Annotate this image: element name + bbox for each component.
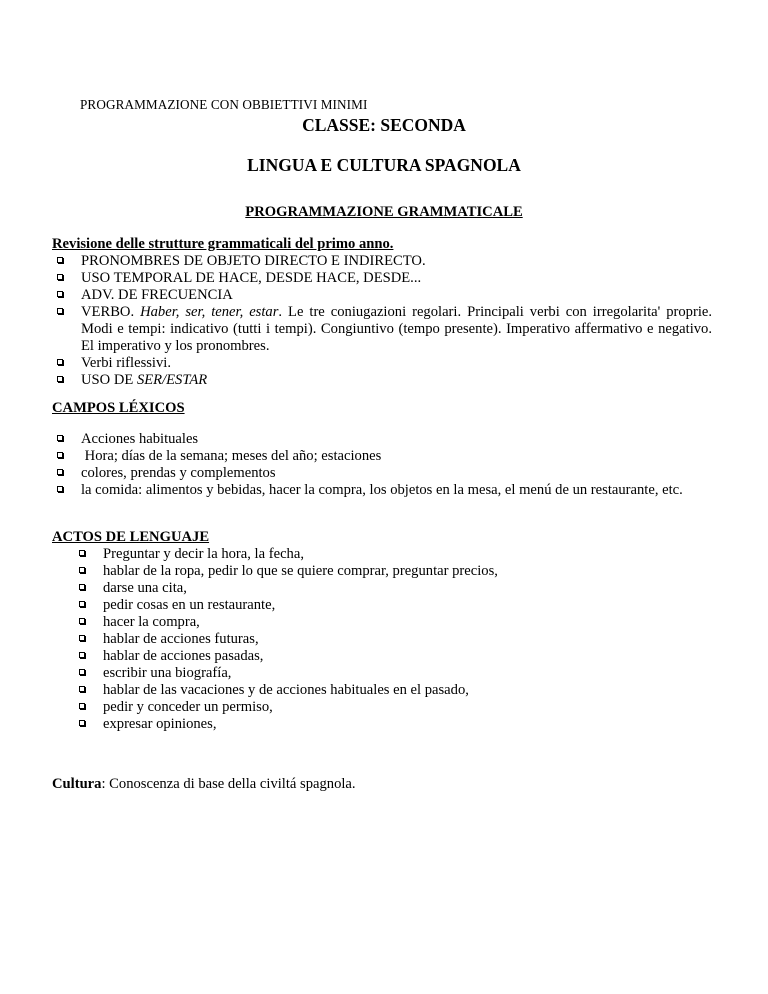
program-line [0,96,768,113]
checkbox-bullet-icon [79,584,85,590]
list-item-text: pedir y conceder un permiso, [103,699,273,715]
list-item [52,372,712,389]
checkbox-bullet-icon [57,376,63,382]
checkbox-bullet-icon [57,257,63,263]
list-item [79,665,719,682]
checkbox-bullet-icon [79,635,85,641]
list-item-text: hablar de acciones pasadas, [103,648,264,664]
list-item [79,563,719,580]
cultura-line [52,776,356,793]
list-item-text: hacer la compra, [103,614,200,630]
program-line-text: PROGRAMMAZIONE CON OBBIETTIVI MINIMI [80,97,368,112]
checkbox-bullet-icon [79,618,85,624]
checkbox-bullet-icon [79,601,85,607]
cultura-label: Cultura [52,776,102,792]
list-item-verbo [52,304,712,355]
checkbox-bullet-icon [79,703,85,709]
checkbox-bullet-icon [57,308,63,314]
checkbox-bullet-icon [79,652,85,658]
list-item-text: PRONOMBRES DE OBJETO DIRECTO E INDIRECTO. [81,253,426,269]
checkbox-bullet-icon [57,486,63,492]
list-item-text: la comida: alimentos y bebidas, hacer la compra, los objetos en la mesa, el menú de un restaurante, etc. [81,482,683,498]
list-item [79,614,719,631]
verbo-rest: . Le tre coniugazioni regolari. Principali verbi con irregolarita' proprie. Modi e tempi: indicativo (tutti i tempi). Congiuntivo (tempo presente). Imperativo affermativo e negativo. El imperativo y los pronombres. [81,304,713,354]
list-item-text: pedir cosas en un restaurante, [103,597,276,613]
grammar-list [52,253,712,389]
grammar-revision-heading: Revisione delle strutture grammaticali del primo anno. [52,236,394,252]
checkbox-bullet-icon [57,452,63,458]
list-item [79,682,719,699]
campos-lexicos-heading: CAMPOS LÉXICOS [52,400,185,416]
checkbox-bullet-icon [79,669,85,675]
grammar-program-title-text: PROGRAMMAZIONE GRAMMATICALE [245,204,523,220]
list-item-text: Preguntar y decir la hora, la fecha, [103,546,304,562]
actos-lenguaje-heading: ACTOS DE LENGUAJE [52,529,210,545]
verbo-prefix: VERBO. [81,304,141,320]
list-item [52,431,712,448]
list-item-text: Verbi riflessivi. [81,355,171,371]
campos-list [52,431,712,499]
list-item-text: hablar de las vacaciones y de acciones habituales en el pasado, [103,682,469,698]
list-item [52,465,712,482]
list-item [52,355,712,372]
subject-title: LINGUA E CULTURA SPAGNOLA [247,155,521,175]
list-item [52,270,712,287]
list-item [79,716,719,733]
list-item [79,699,719,716]
list-item-text: darse una cita, [103,580,187,596]
list-item [79,580,719,597]
list-item [52,253,712,270]
checkbox-bullet-icon [57,435,63,441]
checkbox-bullet-icon [79,686,85,692]
list-item [79,648,719,665]
ser-estar-italic: SER/ESTAR [136,372,208,388]
list-item [79,631,719,648]
list-item-text: hablar de acciones futuras, [103,631,259,647]
list-item-text: USO TEMPORAL DE HACE, DESDE HACE, DESDE... [81,270,422,286]
list-item [79,597,719,614]
list-item [52,287,712,304]
checkbox-bullet-icon [57,274,63,280]
list-item [79,546,719,563]
actos-list [79,546,719,733]
list-item [52,448,712,465]
checkbox-bullet-icon [79,550,85,556]
checkbox-bullet-icon [79,567,85,573]
list-item-text: ADV. DE FRECUENCIA [81,287,233,303]
checkbox-bullet-icon [57,291,63,297]
cultura-text: : Conoscenza di base della civiltá spagnola. [101,776,356,792]
checkbox-bullet-icon [57,469,63,475]
list-item [52,482,712,499]
class-title: CLASSE: SECONDA [302,115,466,135]
grammar-program-title [0,204,768,221]
list-item-text: escribir una biografía, [103,665,232,681]
checkbox-bullet-icon [79,720,85,726]
verbo-italic: Haber, ser, tener, estar [140,304,279,320]
list-item-text: colores, prendas y complementos [81,465,276,481]
list-item-text: hablar de la ropa, pedir lo que se quiere comprar, preguntar precios, [103,563,498,579]
checkbox-bullet-icon [57,359,63,365]
list-item-text: Acciones habituales [81,431,199,447]
list-item-text: Hora; días de la semana; meses del año; estaciones [81,448,382,464]
list-item-text: expresar opiniones, [103,716,217,732]
ser-estar-prefix: USO DE [81,372,137,388]
